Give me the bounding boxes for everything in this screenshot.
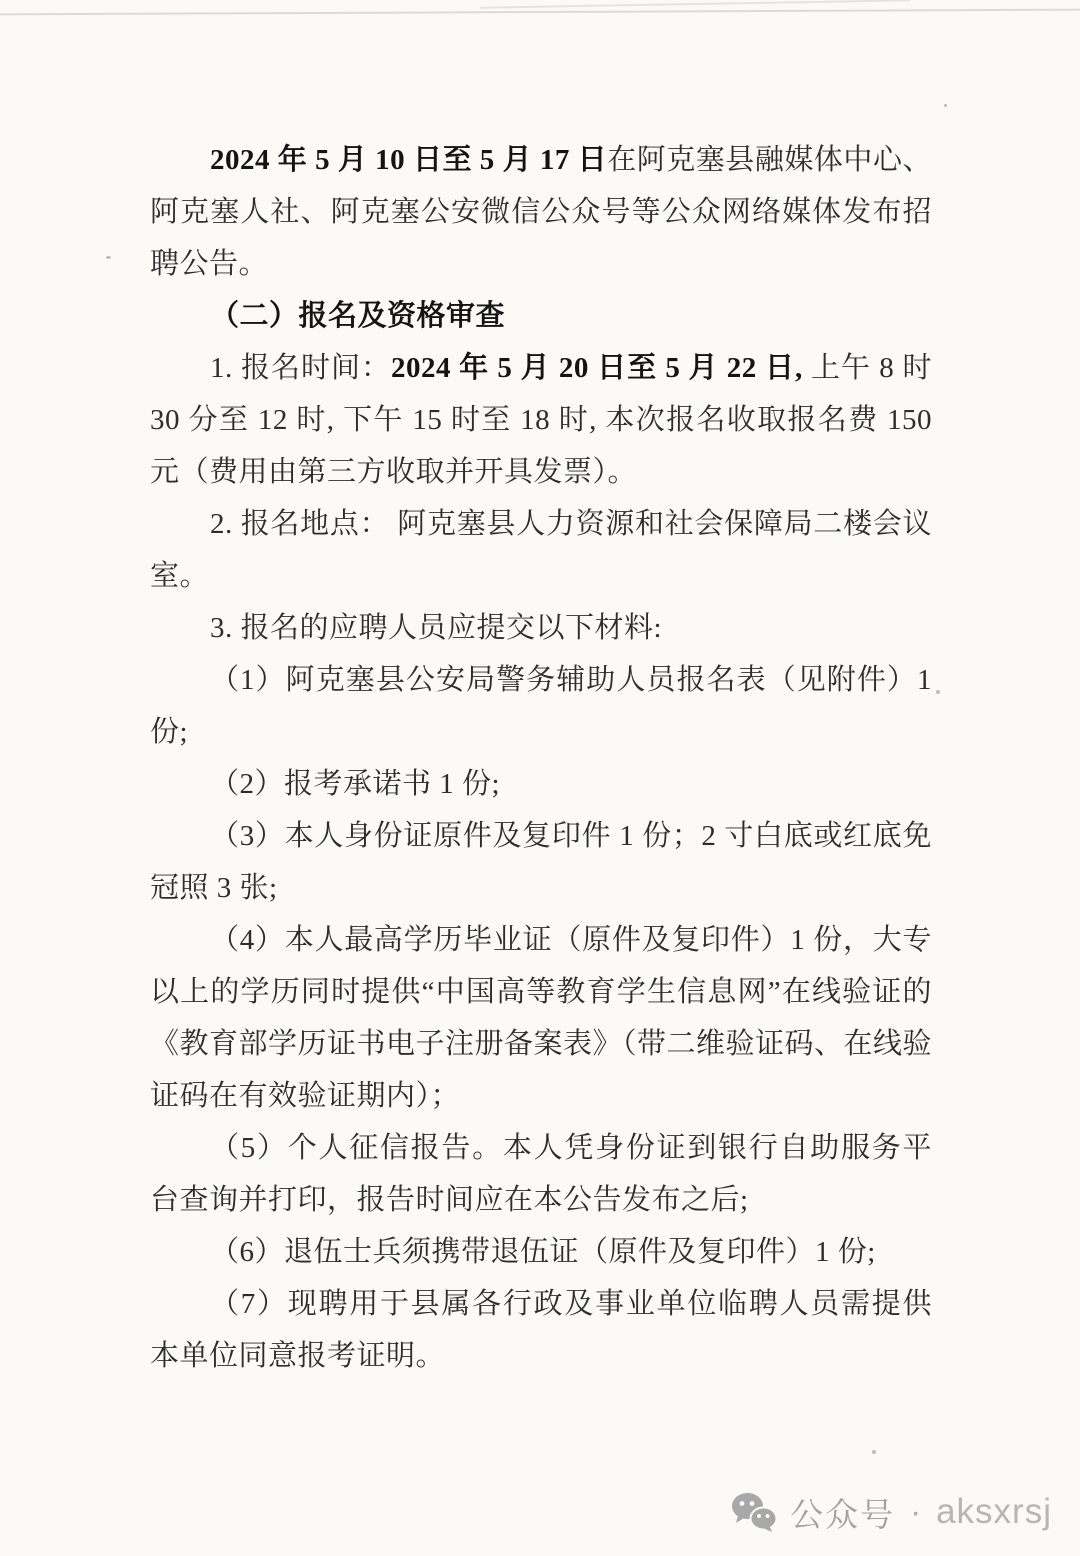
text-segment: （3）本人身份证原件及复印件 1 份；2 寸白底或红底免冠照 3 张;: [150, 820, 932, 904]
para-material-7: [150, 1278, 932, 1382]
wechat-icon: [731, 1492, 777, 1532]
bold-text-segment: 2024 年 5 月 10 日至 5 月 17 日: [210, 144, 608, 176]
text-segment: 上午 8 时 30 分至 12 时, 下午 15 时至 18 时, 本次报名收取报名费 150 元（费用由第三方收取并开具发票）。: [150, 352, 932, 488]
bold-text-segment: （二）报名及资格审查: [210, 300, 506, 332]
para-material-1: [150, 654, 932, 758]
para-item-1-time: [150, 342, 932, 498]
para-material-4: [150, 914, 932, 1122]
footer-label: 公众号: [790, 1495, 896, 1533]
text-segment: （4）本人最高学历毕业证（原件及复印件）1 份，大专以上的学历同时提供“中国高等教育学生信息网”在线验证的《教育部学历证书电子注册备案表》（带二维验证码、在线验证码在有效验证期内）；: [150, 924, 933, 1112]
para-item-3-materials: [150, 602, 932, 654]
text-segment: （7）现聘用于县属各行政及事业单位临聘人员需提供本单位同意报考证明。: [150, 1288, 932, 1372]
para-material-3: [150, 810, 932, 914]
text-segment: 2. 报名地点： 阿克塞县人力资源和社会保障局二楼会议室。: [150, 508, 932, 592]
para-item-2-location: [150, 498, 932, 602]
para-material-2: [150, 758, 932, 810]
text-segment: 1. 报名时间：: [210, 352, 391, 384]
bold-text-segment: 2024 年 5 月 20 日至 5 月 22 日,: [390, 352, 803, 384]
scan-artifact-line: [480, 0, 910, 9]
footer-separator: ·: [910, 1493, 922, 1530]
text-segment: 在阿克塞县融媒体中心、阿克塞人社、阿克塞公安微信公众号等公众网络媒体发布招聘公告。: [150, 144, 932, 280]
para-material-6: [150, 1226, 932, 1278]
text-segment: （6）退伍士兵须携带退伍证（原件及复印件）1 份;: [210, 1236, 876, 1268]
text-segment: （1）阿克塞县公安局警务辅助人员报名表（见附件）1 份;: [150, 664, 932, 748]
heading-section-two: [150, 290, 932, 342]
document-body: [150, 134, 932, 1382]
scan-speck: [936, 690, 940, 694]
para-material-5: [150, 1122, 932, 1226]
scan-speck: [872, 1450, 876, 1454]
scan-speck: [106, 256, 111, 259]
text-segment: 3. 报名的应聘人员应提交以下材料:: [210, 612, 663, 644]
wechat-footer: [731, 1490, 1052, 1534]
scan-speck: [944, 104, 947, 107]
text-segment: （5）个人征信报告。本人凭身份证到银行自助服务平台查询并打印，报告时间应在本公告发布之后;: [150, 1132, 932, 1216]
para-announcement-publish: [150, 134, 932, 290]
scan-artifact-line: [0, 9, 1080, 16]
footer-account: aksxrsj: [936, 1492, 1052, 1531]
text-segment: （2）报考承诺书 1 份;: [210, 768, 501, 800]
